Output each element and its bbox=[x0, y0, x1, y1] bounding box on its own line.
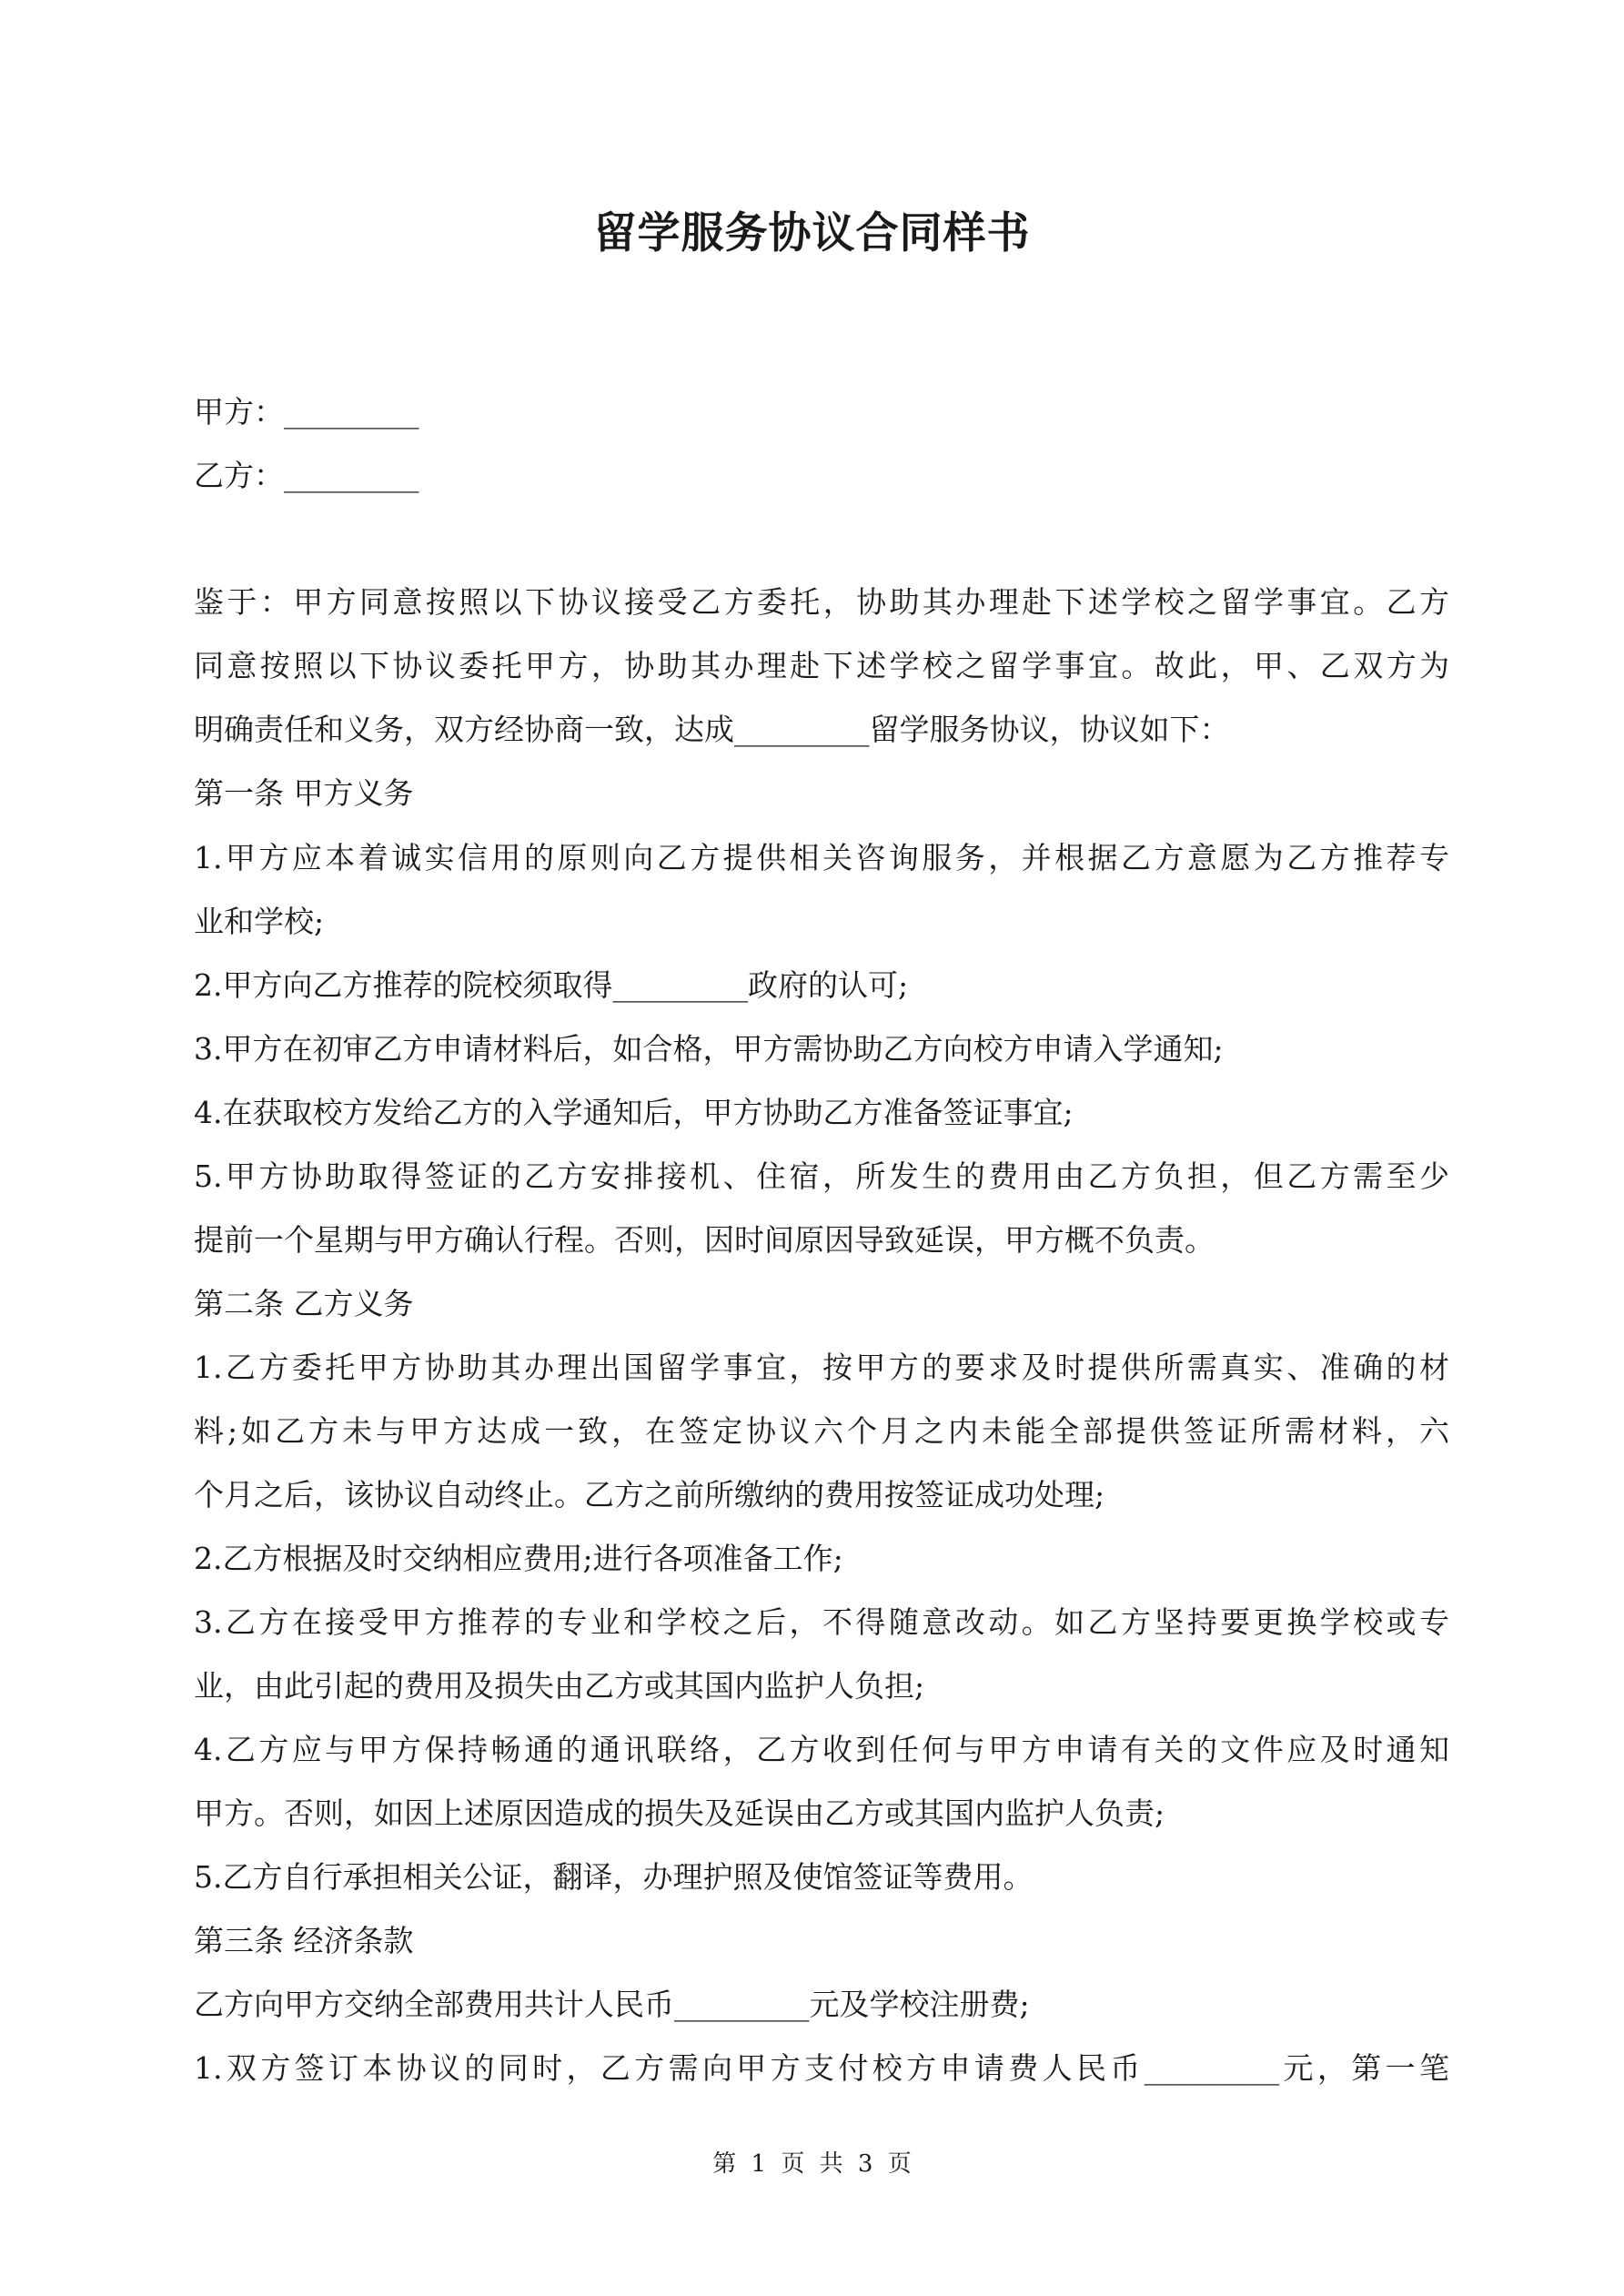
section-heading: 第三条 经济条款 bbox=[194, 1923, 414, 1958]
paragraph-line: 业和学校; bbox=[194, 904, 325, 939]
section-heading: 第一条 甲方义务 bbox=[194, 775, 414, 811]
paragraph-line: 1.乙方委托甲方协助其办理出国留学事宜，按甲方的要求及时提供所需真实、准确的材 bbox=[194, 1350, 1449, 1385]
paragraph-line: 个月之后，该协议自动终止。乙方之前所缴纳的费用按签证成功处理; bbox=[194, 1477, 1105, 1512]
paragraph-line: 乙方向甲方交纳全部费用共计人民币_________元及学校注册费; bbox=[194, 1987, 1030, 2022]
paragraph-line: 4.在获取校方发给乙方的入学通知后，甲方协助乙方准备签证事宜; bbox=[194, 1095, 1074, 1130]
paragraph-line: 鉴于：甲方同意按照以下协议接受乙方委托，协助其办理赴下述学校之留学事宜。乙方 bbox=[194, 584, 1449, 620]
paragraph-line: 料;如乙方未与甲方达成一致，在签定协议六个月之内未能全部提供签证所需材料，六 bbox=[194, 1413, 1449, 1449]
paragraph-line: 同意按照以下协议委托甲方，协助其办理赴下述学校之留学事宜。故此，甲、乙双方为 bbox=[194, 648, 1449, 683]
section-heading: 第二条 乙方义务 bbox=[194, 1286, 414, 1321]
party-b-line: 乙方：_________ bbox=[194, 458, 419, 493]
paragraph-line: 5.乙方自行承担相关公证，翻译，办理护照及使馆签证等费用。 bbox=[194, 1859, 1034, 1895]
paragraph-line: 明确责任和义务，双方经协商一致，达成_________留学服务协议，协议如下： bbox=[194, 712, 1230, 747]
paragraph-line: 2.甲方向乙方推荐的院校须取得_________政府的认可; bbox=[194, 967, 909, 1003]
paragraph-line: 5.甲方协助取得签证的乙方安排接机、住宿，所发生的费用由乙方负担，但乙方需至少 bbox=[194, 1158, 1449, 1194]
paragraph-line: 甲方。否则，如因上述原因造成的损失及延误由乙方或其国内监护人负责; bbox=[194, 1795, 1165, 1831]
paragraph-line: 2.乙方根据及时交纳相应费用;进行各项准备工作; bbox=[194, 1541, 843, 1576]
paragraph-line: 1.双方签订本协议的同时，乙方需向甲方支付校方申请费人民币_________元，第一笔 bbox=[194, 2050, 1449, 2086]
page-footer: 第 1 页 共 3 页 bbox=[712, 2150, 912, 2178]
paragraph-line: 业，由此引起的费用及损失由乙方或其国内监护人负担; bbox=[194, 1668, 925, 1704]
paragraph-line: 3.甲方在初审乙方申请材料后，如合格，甲方需协助乙方向校方申请入学通知; bbox=[194, 1031, 1224, 1067]
party-a-line: 甲方：_________ bbox=[194, 394, 419, 430]
paragraph-line: 3.乙方在接受甲方推荐的专业和学校之后，不得随意改动。如乙方坚持要更换学校或专 bbox=[194, 1604, 1449, 1640]
paragraph-line: 1.甲方应本着诚实信用的原则向乙方提供相关咨询服务，并根据乙方意愿为乙方推荐专 bbox=[194, 840, 1449, 875]
paragraph-line: 提前一个星期与甲方确认行程。否则，因时间原因导致延误，甲方概不负责。 bbox=[194, 1222, 1215, 1258]
document-title: 留学服务协议合同样书 bbox=[593, 208, 1031, 258]
paragraph-line: 4.乙方应与甲方保持畅通的通讯联络，乙方收到任何与甲方申请有关的文件应及时通知 bbox=[194, 1732, 1449, 1767]
